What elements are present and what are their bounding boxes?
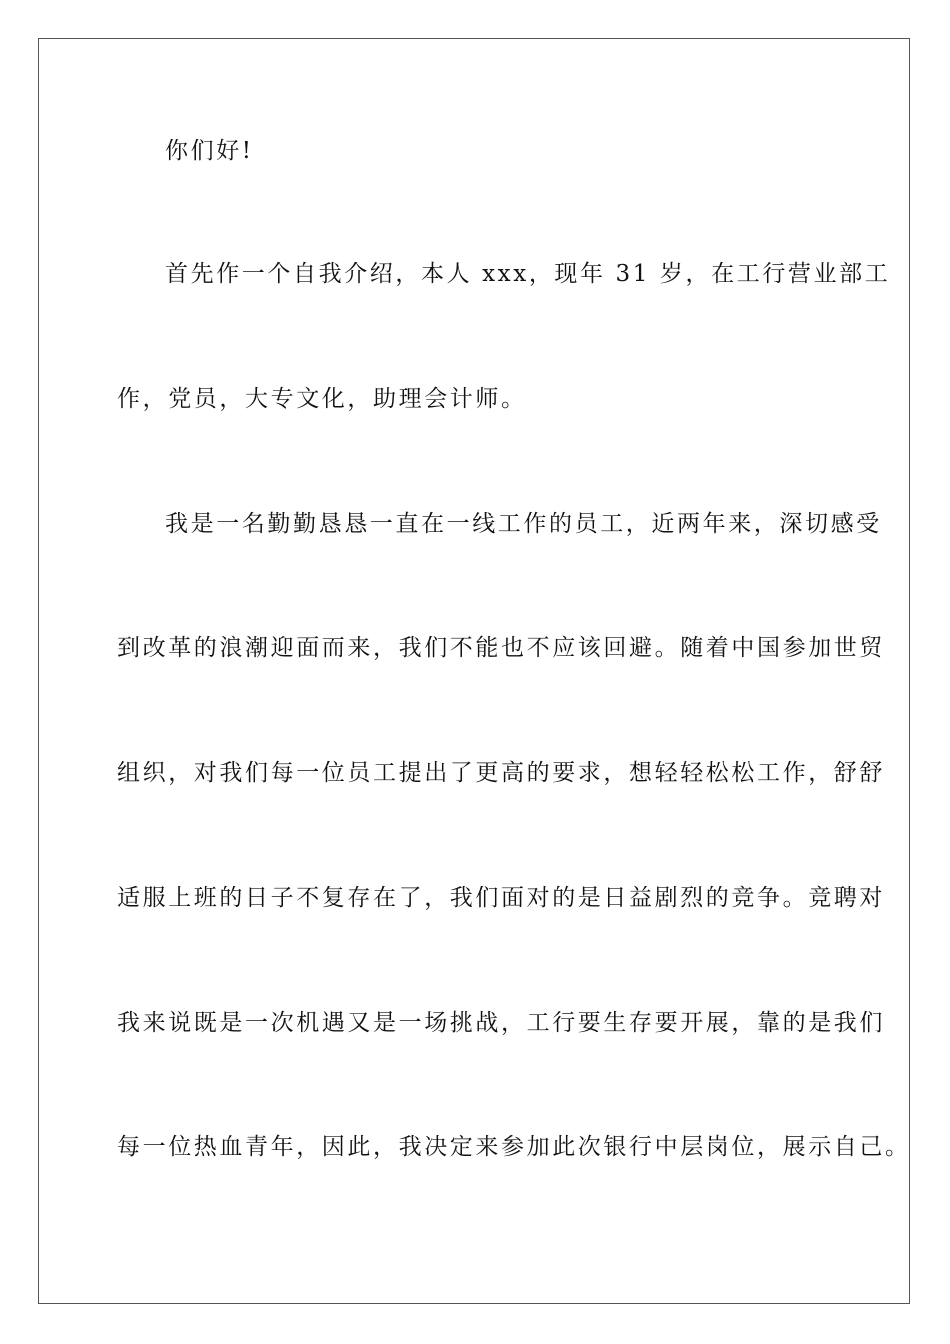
- greeting: 你们好!: [165, 138, 254, 164]
- paragraph-2-line-6: 每一位热血青年，因此，我决定来参加此次银行中层岗位，展示自己。: [117, 1134, 911, 1160]
- paragraph-2-line-5: 我来说既是一次机遇又是一场挑战，工行要生存要开展，靠的是我们: [117, 1010, 885, 1036]
- paragraph-2-line-1: 我是一名勤勤恳恳一直在一线工作的员工，近两年来，深切感受: [165, 511, 882, 537]
- paragraph-2-line-4: 适服上班的日子不复存在了，我们面对的是日益剧烈的竞争。竞聘对: [117, 885, 885, 911]
- paragraph-2-line-2: 到改革的浪潮迎面而来，我们不能也不应该回避。随着中国参加世贸: [117, 635, 885, 661]
- paragraph-1-line-2: 作，党员，大专文化，助理会计师。: [117, 386, 527, 412]
- page-frame: [38, 38, 910, 1304]
- paragraph-1-line-1: 首先作一个自我介绍，本人 xxx，现年 31 岁，在工行营业部工: [165, 261, 891, 287]
- paragraph-2-line-3: 组织，对我们每一位员工提出了更高的要求，想轻轻松松工作，舒舒: [117, 760, 885, 786]
